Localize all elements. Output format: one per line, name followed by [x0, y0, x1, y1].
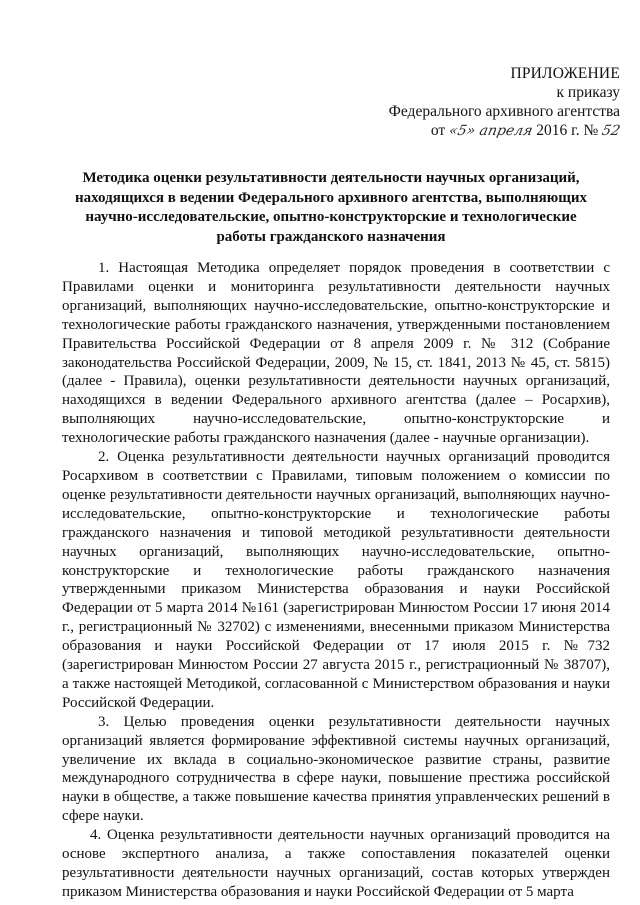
title-line: Методика оценки результативности деятельности научных организаций, [82, 170, 580, 186]
title-line: научно-исследовательские, опытно-конструкторские и технологические [85, 209, 577, 225]
paragraph-2: 2. Оценка результативности деятельности научных организаций проводится Росархивом в соответствии с Правилами, типовым положением о комиссии по оценке результативности деятельности научных организаций, выполняющих научно-исследовательские, опытно-конструкторские и технологические работы гражданского назначения и типовой методикой результативности деятельности научных организаций, выполняющих научно-исследовательские, опытно-конструкторские и технологические работы гражданского назначения утвержденными приказом Министерства образования и науки Российской Федерации от 5 марта 2014 №161 (зарегистрирован Минюстом России 17 июня 2014 г., регистрационный № 32702) с изменениями, внесенными приказом Министерства образования и науки Российской Федерации от 17 июля 2015 г. №732 (зарегистрирован Минюстом России 27 августа 2015 г., регистрационный № 38707), а также настоящей Методикой, согласованной с Министерством образования и науки Российской Федерации. [62, 449, 610, 711]
document-body [62, 259, 610, 902]
date-prefix: от [430, 122, 446, 139]
appendix-title: ПРИЛОЖЕНИЕ [510, 65, 620, 82]
title-line: работы гражданского назначения [216, 228, 446, 245]
document-title [66, 169, 596, 247]
paragraph-3: 3. Целью проведения оценки результативности деятельности научных организаций является формирование эффективной системы научных организаций, увеличение их вклада в социально-экономическое развитие страны, развитие международного сотрудничества в сфере науки, повышение престижа российской науки в обществе, а также повышение качества принятия управленческих решений в сфере науки. [62, 713, 610, 825]
appendix-date-line [360, 121, 620, 141]
appendix-header [360, 64, 620, 141]
handwritten-date: «5» апреля [447, 123, 535, 139]
date-year: 2016 г. № [536, 122, 599, 139]
title-line: находящихся в ведении Федерального архивного агентства, выполняющих [74, 189, 588, 206]
paragraph-1: 1. Настоящая Методика определяет порядок проведения в соответствии с Правилами оценки и мониторинга результативности деятельности научных организаций, выполняющих научно-исследовательские, опытно-конструкторские и технологические работы гражданского назначения, утвержденными постановлением Правительства Российской Федерации от 8 апреля 2009 г. № 312 (Собрание законодательства Российской Федерации, 2009, № 15, ст. 1841, 2013 № 45, ст. 5815) (далее - Правила), оценки результативности деятельности научных организаций, находящихся в ведении Федерального архивного агентства (далее – Росархив), выполняющих научно-исследовательские, опытно-конструкторские и технологические работы гражданского назначения (далее - научные организации). [62, 260, 610, 447]
appendix-agency: Федерального архивного агентства [388, 103, 620, 120]
appendix-order-ref: к приказу [556, 84, 620, 101]
handwritten-order-number: 52 [600, 123, 622, 139]
paragraph-4: 4. Оценка результативности деятельности научных организаций проводится на основе экспертного анализа, а также сопоставления показателей оценки результативности деятельности научных организаций, состав которых утвержден приказом Министерства образования и науки Российской Федерации от 5 марта [62, 827, 610, 900]
